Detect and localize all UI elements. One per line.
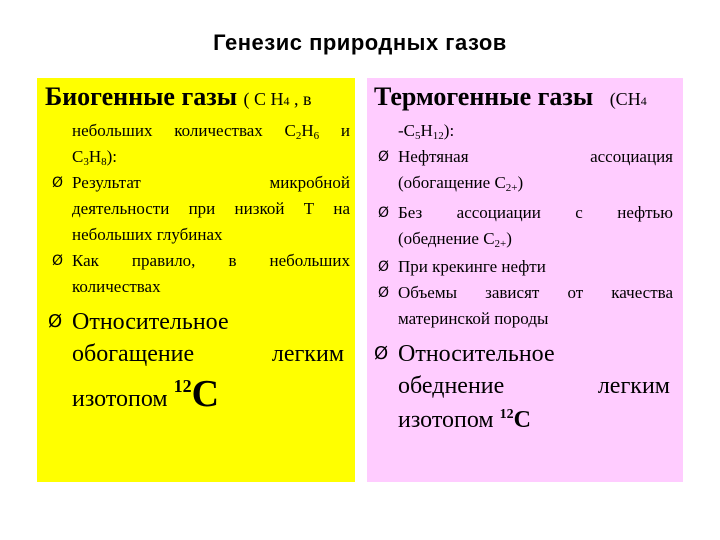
thermogenic-bullet-1-line-2: (обогащение $С_{2+}$) [398,173,524,194]
slide-title: Генезис природных газов [213,30,507,55]
thermogenic-bullet-2-line-1: Без ассоциации с нефтью [398,203,673,222]
biogenic-bullet-2-line-2: количествах [72,277,161,296]
arrow-bullet-icon: Ø [52,253,64,269]
biogenic-formula: ( С Н4 , в [243,89,312,109]
biogenic-isotope-line-3: изотопом $^{12}$С [72,373,220,415]
biogenic-formula-cont-2: $С_3Н_8$): [72,147,118,168]
thermogenic-isotope-line-2: обеднение легким [398,373,670,399]
thermogenic-formula: (СН4 [609,89,647,109]
biogenic-heading-text: Биогенные газы [45,82,238,111]
biogenic-heading [45,82,312,112]
arrow-bullet-icon: Ø [378,285,390,301]
biogenic-bullet-1-line-2: деятельности при низкой Т на [72,199,350,218]
thermogenic-bullet-4-line-2: материнской породы [398,309,549,328]
thermogenic-bullet-3: При крекинге нефти [398,257,546,276]
thermogenic-isotope-line-3: изотопом $^{12}$С [398,407,531,433]
biogenic-bullet-1-line-3: небольших глубинах [72,225,223,244]
isotope-element: С [513,407,531,433]
arrow-bullet-icon: Ø [374,343,389,364]
arrow-bullet-icon: Ø [48,311,63,332]
arrow-bullet-icon: Ø [378,259,390,275]
biogenic-bullet-2-line-1: Как правило, в небольших [72,251,350,270]
biogenic-isotope-line-1: Относительное [72,309,229,335]
thermogenic-isotope-line-1: Относительное [398,341,555,367]
biogenic-bullet-1-line-1: Результат микробной [72,173,350,192]
isotope-element: С [191,373,220,415]
thermogenic-bullet-2-line-2: (обеднение $С_{2+}$) [398,229,512,250]
arrow-bullet-icon: Ø [378,205,390,221]
thermogenic-bullet-1-line-1: Нефтяная ассоциация [398,147,673,166]
thermogenic-heading [374,82,647,112]
biogenic-formula-cont-1: небольших количествах $С_2Н_6$ и [72,121,350,142]
thermogenic-formula-cont: $-С_5Н_{12}$): [398,121,455,142]
arrow-bullet-icon: Ø [378,149,390,165]
isotope-mass-number: 12 [173,376,192,396]
thermogenic-heading-text: Термогенные газы [374,82,594,111]
arrow-bullet-icon: Ø [52,175,64,191]
isotope-mass-number: 12 [499,407,514,422]
biogenic-isotope-line-2: обогащение легким [72,341,344,367]
thermogenic-bullet-4-line-1: Объемы зависят от качества [398,283,673,302]
